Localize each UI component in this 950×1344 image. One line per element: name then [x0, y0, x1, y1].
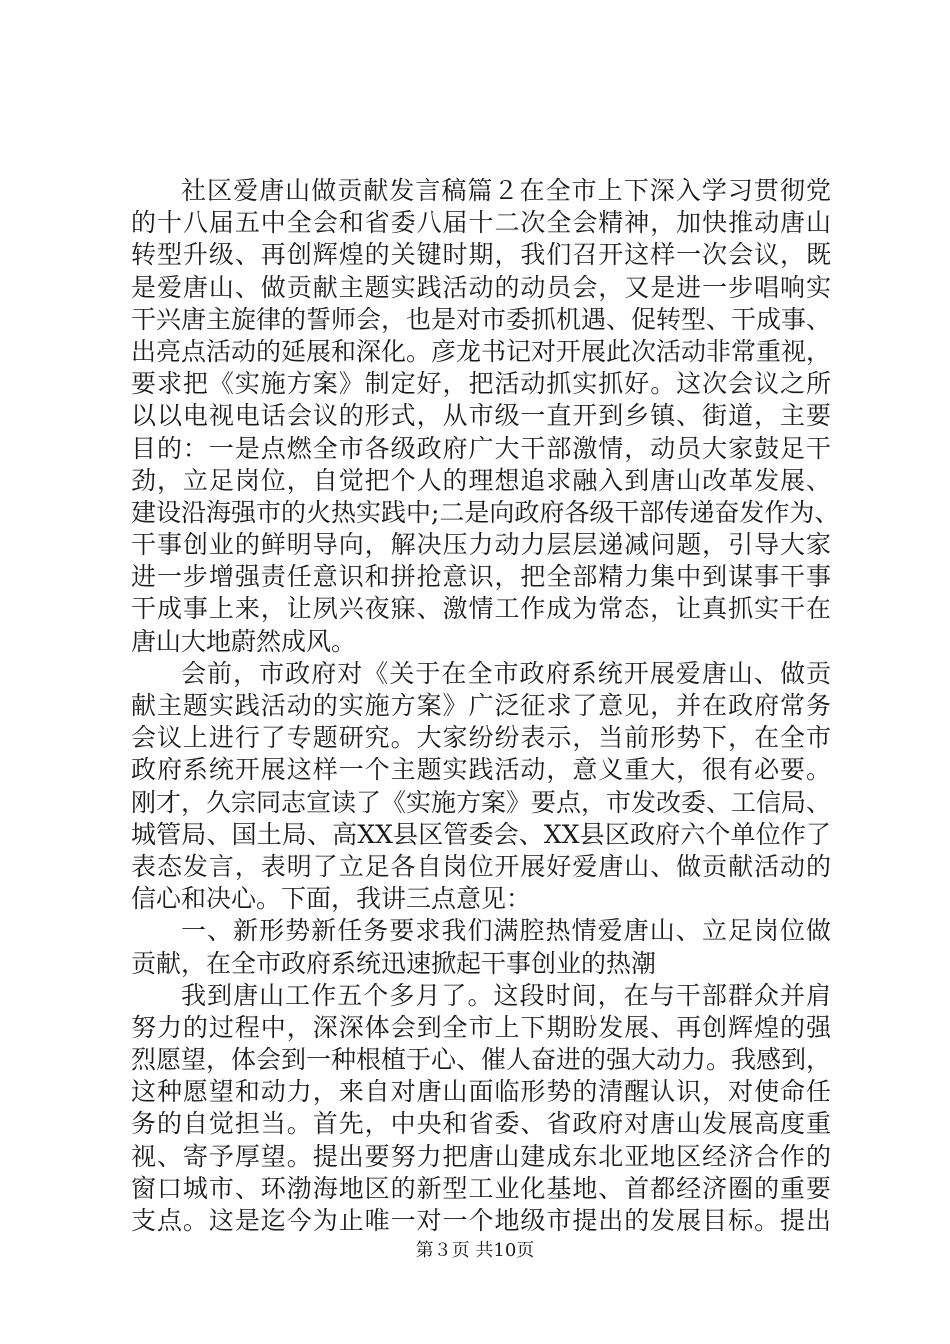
text-line: 要求把《实施方案》制定好，把活动抓实抓好。这次会议之所 — [131, 369, 831, 399]
text-line: 城管局、国土局、高XX县区管委会、XX县区政府六个单位作了 — [131, 819, 831, 849]
text-line: 转型升级、再创辉煌的关键时期，我们召开这样一次会议，既 — [131, 240, 831, 270]
text-line: 干兴唐主旋律的誓师会，也是对市委抓机遇、促转型、干成事、 — [131, 304, 832, 334]
text-line: 刚才，久宗同志宣读了《实施方案》要点，市发改委、工信局、 — [131, 787, 832, 817]
text-line: 烈愿望，体会到一种根植于心、催人奋进的强大动力。我感到， — [131, 1045, 832, 1075]
section-heading-line: 一、新形势新任务要求我们满腔热情爱唐山、立足岗位做 — [181, 916, 831, 946]
text-line: 干成事上来，让夙兴夜寐、激情工作成为常态，让真抓实干在 — [131, 594, 831, 624]
text-line: 劲，立足岗位，自觉把个人的理想追求融入到唐山改革发展、 — [131, 465, 831, 495]
text-line: 视、寄予厚望。提出要努力把唐山建成东北亚地区经济合作的 — [131, 1141, 831, 1171]
section-heading-line: 贡献，在全市政府系统迅速掀起干事创业的热潮 — [131, 948, 657, 978]
text-line: 是爱唐山、做贡献主题实践活动的动员会，又是进一步唱响实 — [131, 272, 831, 302]
text-line: 建设沿海强市的火热实践中;二是向政府各级干部传递奋发作为、 — [131, 497, 840, 527]
text-line: 献主题实践活动的实施方案》广泛征求了意见，并在政府常务 — [131, 691, 831, 720]
text-line: 支点。这是迄今为止唯一对一个地级市提出的发展目标。提出 — [131, 1206, 831, 1235]
text-line: 目的：一是点燃全市各级政府广大干部激情，动员大家鼓足干 — [131, 433, 831, 463]
text-line: 的十八届五中全会和省委八届十二次全会精神，加快推动唐山 — [131, 208, 831, 238]
text-line: 出亮点活动的延展和深化。彦龙书记对开展此次活动非常重视， — [131, 336, 832, 366]
text-line: 以以电视电话会议的形式，从市级一直开到乡镇、街道，主要 — [131, 401, 831, 431]
text-line: 窗口城市、环渤海地区的新型工业化基地、首都经济圈的重要 — [131, 1173, 831, 1203]
text-line: 务的自觉担当。首先，中央和省委、省政府对唐山发展高度重 — [131, 1109, 831, 1139]
text-line: 信心和决心。下面，我讲三点意见： — [131, 884, 532, 914]
text-line: 进一步增强责任意识和拼抢意识，把全部精力集中到谋事干事 — [131, 562, 831, 592]
page-number-footer: 第３页 共10页 — [415, 1240, 535, 1261]
text-line: 会前，市政府对《关于在全市政府系统开展爱唐山、做贡 — [181, 658, 831, 688]
text-line: 干事创业的鲜明导向，解决压力动力层层递减问题，引导大家 — [131, 530, 831, 560]
text-line: 表态发言，表明了立足各自岗位开展好爱唐山、做贡献活动的 — [131, 851, 831, 881]
text-line: 我到唐山工作五个多月了。这段时间，在与干部群众并肩 — [181, 980, 831, 1010]
document-body — [131, 175, 840, 1237]
text-line: 这种愿望和动力，来自对唐山面临形势的清醒认识，对使命任 — [131, 1077, 831, 1107]
text-line: 唐山大地蔚然成风。 — [131, 626, 357, 656]
text-line: 政府系统开展这样一个主题实践活动，意义重大，很有必要。 — [131, 755, 831, 785]
text-line: 会议上进行了专题研究。大家纷纷表示，当前形势下，在全市 — [131, 723, 831, 753]
text-line: 社区爱唐山做贡献发言稿篇２在全市上下深入学习贯彻党 — [181, 176, 831, 205]
text-line: 努力的过程中，深深体会到全市上下期盼发展、再创辉煌的强 — [131, 1012, 831, 1042]
